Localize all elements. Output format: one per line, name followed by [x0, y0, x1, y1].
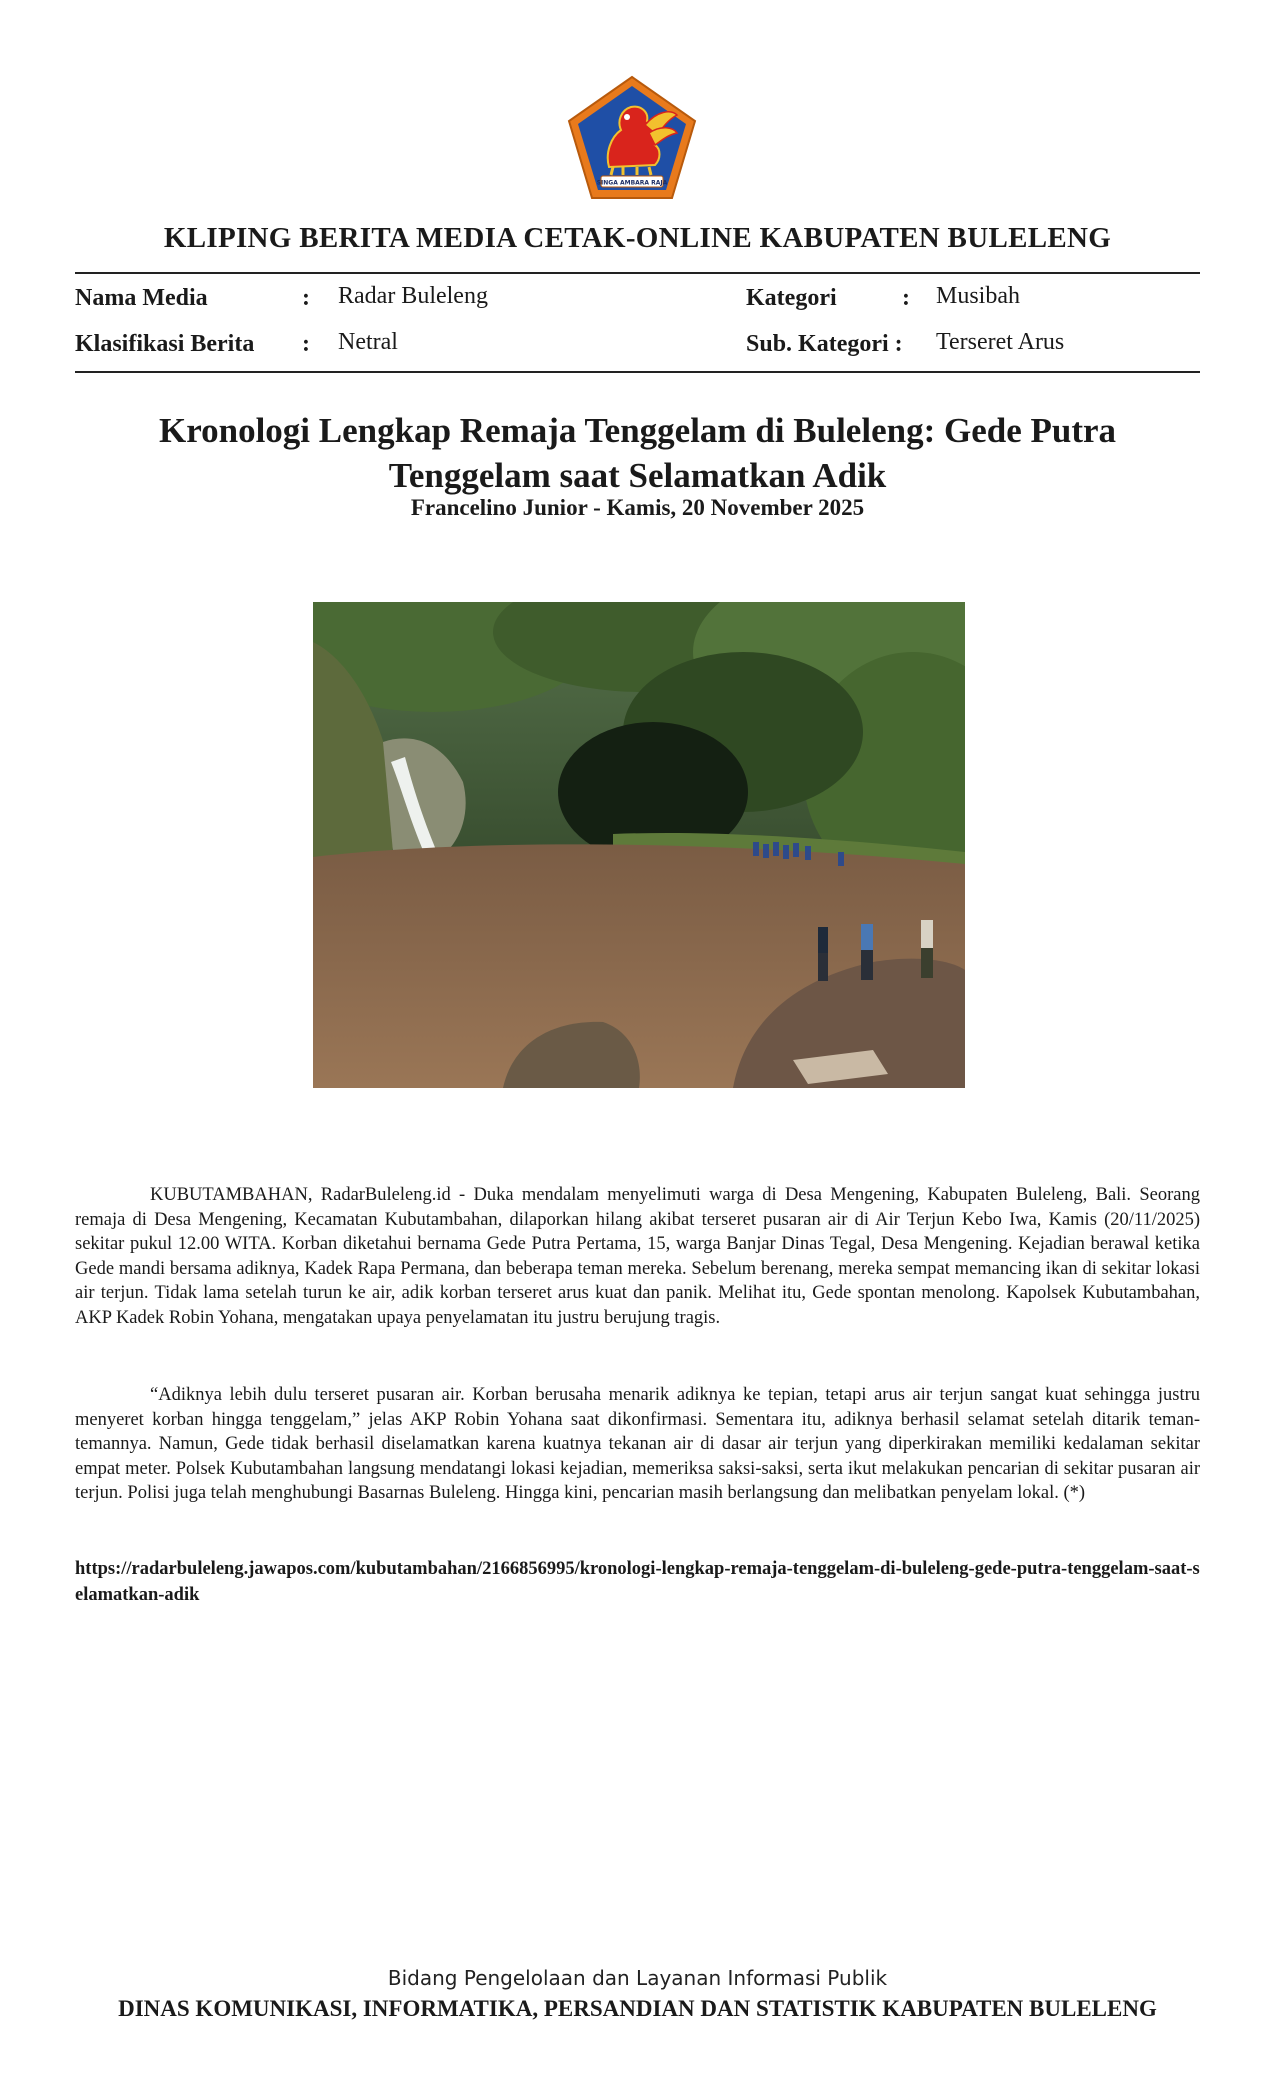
- header-rule-bottom: [75, 371, 1200, 373]
- meta-colon: :: [302, 331, 310, 357]
- meta-colon: :: [302, 285, 310, 311]
- buleleng-regency-emblem: [565, 75, 699, 200]
- article-paragraph-1: KUBUTAMBAHAN, RadarBuleleng.id - Duka mendalam menyelimuti warga di Desa Mengening, Kabupaten Buleleng, Bali. Seorang remaja di Desa Mengening, Kecamatan Kubutambahan, dilaporkan hilang akibat terseret pusaran air di Air Terjun Kebo Iwa, Kamis (20/11/2025) sekitar pukul 12.00 WITA. Korban diketahui bernama Gede Putra Pertama, 15, warga Banjar Dinas Tegal, Desa Mengening. Kejadian berawal ketika Gede mandi bersama adiknya, Kadek Rapa Permana, dan beberapa teman mereka. Sebelum berenang, mereka sempat memancing ikan di sekitar lokasi air terjun. Tidak lama setelah turun ke air, adik korban terseret arus kuat dan panik. Melihat itu, Gede spontan menolong. Kapolsek Kubutambahan, AKP Kadek Robin Yohana, mengatakan upaya penyelamatan itu justru berujung tragis.: [75, 1185, 1200, 1328]
- source-url-link[interactable]: https://radarbuleleng.jawapos.com/kubutambahan/2166856995/kronologi-lengkap-remaja-tenggelam-di-buleleng-gede-putra-tenggelam-saat-selamatkan-adik: [75, 1559, 1200, 1605]
- meta-klasifikasi-value: Netral: [338, 329, 398, 355]
- article-photo-waterfall: [313, 602, 965, 1088]
- meta-colon: :: [902, 285, 910, 311]
- footer-agency: DINAS KOMUNIKASI, INFORMATIKA, PERSANDIAN DAN STATISTIK KABUPATEN BULELENG: [118, 1996, 1157, 2021]
- header-rule-top: [75, 272, 1200, 274]
- document-title: KLIPING BERITA MEDIA CETAK-ONLINE KABUPATEN BULELENG: [163, 222, 1112, 254]
- meta-kategori-value: Musibah: [936, 283, 1020, 309]
- meta-nama-media-value: Radar Buleleng: [338, 283, 488, 309]
- article-headline: Kronologi Lengkap Remaja Tenggelam di Buleleng: Gede Putra Tenggelam saat Selamatkan Adik: [158, 411, 1117, 495]
- meta-sub-kategori-value: Terseret Arus: [936, 329, 1065, 355]
- article-paragraph-2: “Adiknya lebih dulu terseret pusaran air. Korban berusaha menarik adiknya ke tepian, tetapi arus air terjun sangat kuat sehingga justru menyeret korban hingga tenggelam,” jelas AKP Robin Yohana saat dikonfirmasi. Sementara itu, adiknya berhasil selamat setelah ditarik teman-temannya. Namun, Gede tidak berhasil diselamatkan karena kuatnya tekanan air di dasar air terjun yang diperkirakan memiliki kedalaman sekitar empat meter. Polsek Kubutambahan langsung mendatangi lokasi kejadian, memeriksa saksi-saksi, serta ikut melakukan pencarian di sekitar pusaran air terjun. Polisi juga telah menghubungi Basarnas Buleleng. Hingga kini, pencarian masih berlangsung dan melibatkan penyelam lokal. (*): [75, 1385, 1200, 1504]
- meta-kategori-label: Kategori: [746, 285, 837, 311]
- footer-department: Bidang Pengelolaan dan Layanan Informasi Publik: [387, 1966, 888, 1990]
- meta-sub-kategori-label: Sub. Kategori :: [746, 331, 903, 357]
- meta-nama-media-label: Nama Media: [75, 285, 208, 311]
- emblem-motto: SINGA AMBARA RAJA: [596, 179, 668, 187]
- article-byline: Francelino Junior - Kamis, 20 November 2025: [410, 495, 865, 520]
- meta-klasifikasi-label: Klasifikasi Berita: [75, 331, 255, 357]
